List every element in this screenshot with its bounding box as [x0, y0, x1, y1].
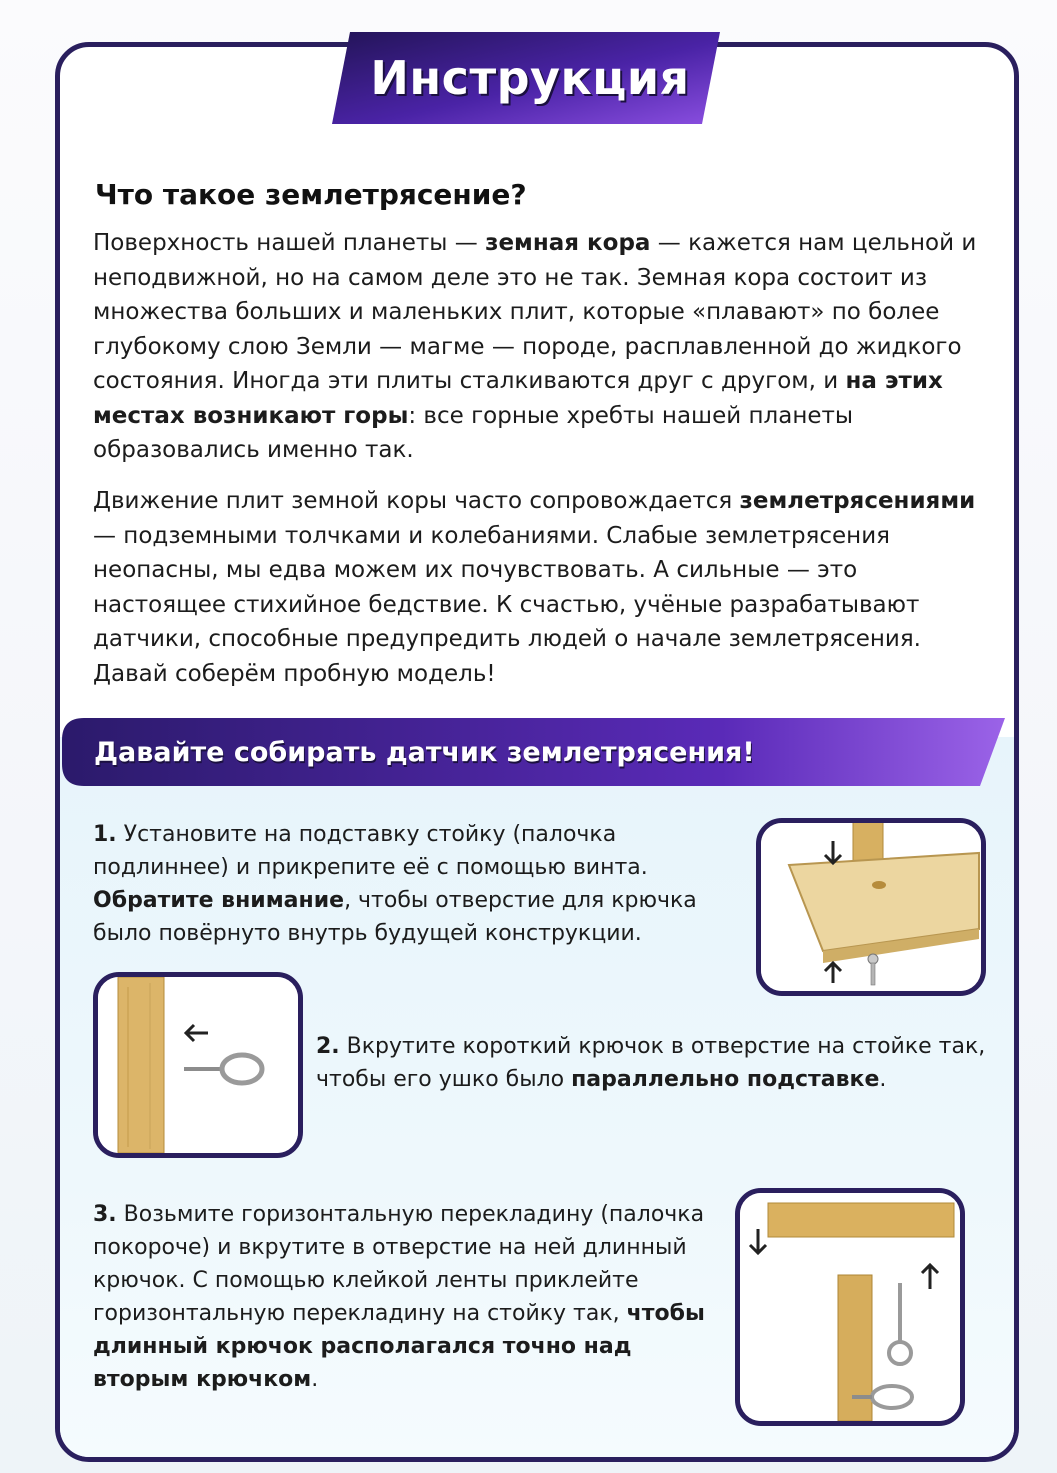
step-2-illustration — [98, 977, 298, 1153]
step-1-photo — [756, 818, 986, 996]
title-banner — [330, 28, 730, 128]
step-2-text-1: Вкрутите короткий крючок в отверстие на стойке так, чтобы его ушко было — [316, 1034, 986, 1092]
step-2-bold: параллельно подставке — [571, 1067, 880, 1092]
step-3-photo — [735, 1188, 965, 1426]
step-3-bold: чтобы длинный крючок располагался точно над вторым крючком — [93, 1301, 705, 1392]
step-1-text-2: , чтобы отверстие для крючка было повёрнуто внутрь будущей конструкции. — [93, 888, 697, 946]
step-2-text — [316, 1030, 1006, 1096]
step-3-illustration — [740, 1193, 960, 1421]
step-3-text-1: Возьмите горизонтальную перекладину (палочка покороче) и вкрутите в отверстие на ней длинный крючок. С помощью клейкой ленты приклейте горизонтальную перекладину на стойку так, — [93, 1202, 705, 1326]
assembly-heading: Давайте собирать датчик землетрясения! — [94, 736, 755, 768]
assembly-banner — [60, 716, 1015, 788]
step-3-text — [93, 1198, 723, 1396]
step-3-number: 3. — [93, 1202, 117, 1227]
intro-paragraph-2 — [93, 484, 983, 691]
step-1-illustration — [761, 823, 981, 991]
step-2-photo — [93, 972, 303, 1158]
intro-heading: Что такое землетрясение? — [95, 178, 527, 211]
intro-p1-text-2: — кажется нам цельной и неподвижной, но на самом деле это не так. Земная кора состоит из множества больших и маленьких плит, которые «плавают» по более глубокому слою Земли — магме — породе, расплавленной до жидкого состояния. Иногда эти плиты сталкиваются друг с другом, и — [93, 230, 977, 394]
intro-p2-bold-1: землетрясениями — [739, 488, 976, 514]
intro-p1-bold-2: на этих местах возникают горы — [93, 368, 943, 429]
step-1-text — [93, 818, 743, 950]
step-3-text-2: . — [311, 1367, 319, 1392]
step-2-text-2: . — [879, 1067, 887, 1092]
page-title: Инструкция — [370, 51, 690, 105]
intro-p1-bold-1: земная кора — [485, 230, 651, 256]
step-2-number: 2. — [316, 1034, 340, 1059]
intro-p2-text-2: — подземными толчками и колебаниями. Слабые землетрясения неопасны, мы едва можем их почувствовать. А сильные — это настоящее стихийное бедствие. К счастью, учёные разрабатывают датчики, способные предупредить людей о начале землетрясения. Давай соберём пробную модель! — [93, 522, 921, 687]
intro-p2-text-1: Движение плит земной коры часто сопровождается — [93, 488, 740, 514]
step-1-bold: Обратите внимание — [93, 888, 345, 913]
intro-paragraph-1 — [93, 226, 983, 468]
intro-p1-text-3: : все горные хребты нашей планеты образовались именно так. — [93, 402, 854, 463]
step-1-text-1: Установите на подставку стойку (палочка подлиннее) и прикрепите её с помощью винта. — [93, 822, 648, 880]
step-1-number: 1. — [93, 822, 117, 847]
intro-p1-text-1: Поверхность нашей планеты — — [93, 230, 486, 256]
